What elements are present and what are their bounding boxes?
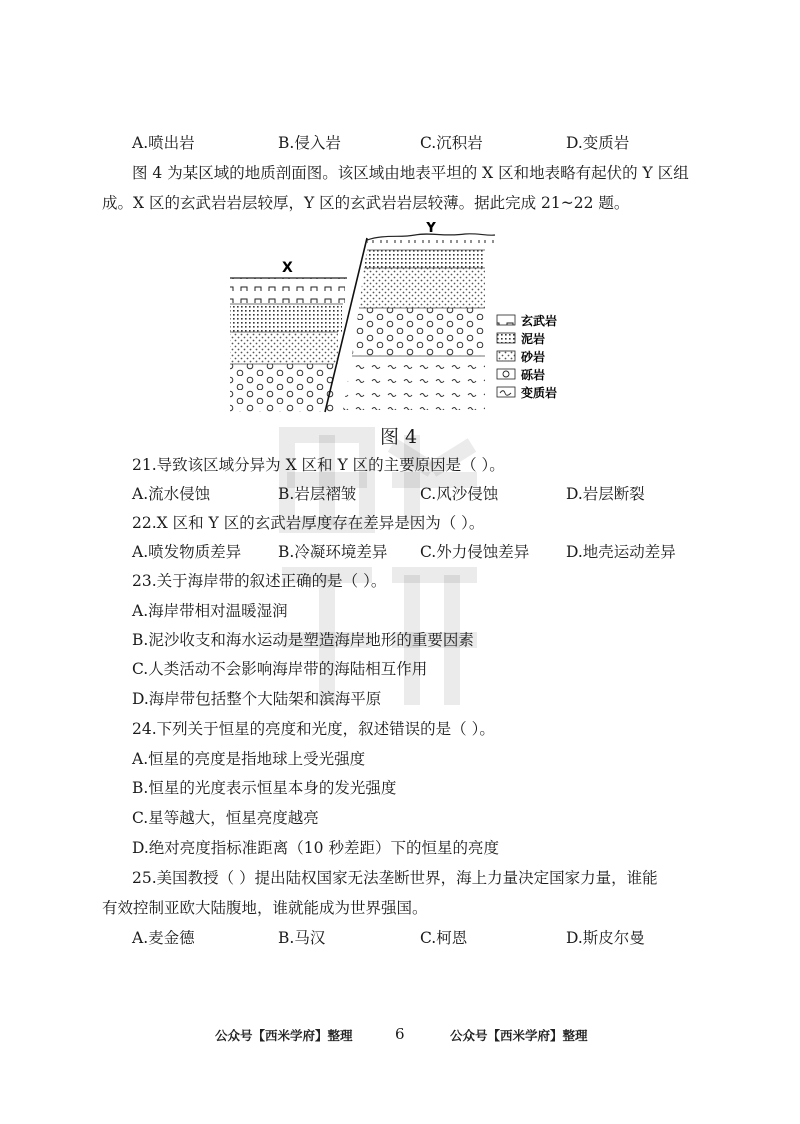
question-22-option-a: A.喷发物质差异 xyxy=(132,543,242,561)
label-y: Y xyxy=(426,222,437,236)
question-23-stem: 23.关于海岸带的叙述正确的是（ ）。 xyxy=(132,572,387,590)
question-23-option-c: C.人类活动不会影响海岸带的海陆相互作用 xyxy=(132,660,428,678)
footer-left: 公众号【西米学府】整理 xyxy=(215,1028,353,1043)
question-21-stem: 21.导致该区域分异为 X 区和 Y 区的主要原因是（ ）。 xyxy=(132,456,505,474)
page-number: 6 xyxy=(395,1025,405,1043)
geologic-profile-figure xyxy=(225,222,585,417)
question-22-option-d: D.地壳运动差异 xyxy=(566,543,676,561)
question-22-option-c: C.外力侵蚀差异 xyxy=(420,543,530,561)
question-22-stem: 22.X 区和 Y 区的玄武岩厚度存在差异是因为（ ）。 xyxy=(132,514,485,532)
question-25-option-d: D.斯皮尔曼 xyxy=(566,929,645,947)
question-24-option-b: B.恒星的光度表示恒星本身的发光强度 xyxy=(132,779,397,797)
legend-conglomerate: 砾岩 xyxy=(521,368,546,382)
question-23-option-a: A.海岸带相对温暖湿润 xyxy=(132,602,288,620)
legend-basalt: 玄武岩 xyxy=(521,314,558,328)
legend-sandstone: 砂岩 xyxy=(521,350,546,364)
intro-line-1: 图 4 为某区域的地质剖面图。该区域由地表平坦的 X 区和地表略有起伏的 Y 区组 xyxy=(132,164,689,182)
question-21-option-d: D.岩层断裂 xyxy=(566,485,645,503)
figure-caption: 图 4 xyxy=(380,426,418,448)
legend-mudstone: 泥岩 xyxy=(521,332,546,346)
question-21-option-b: B.岩层褶皱 xyxy=(278,485,357,503)
legend-metamorphic: 变质岩 xyxy=(521,386,558,400)
question-24-option-d: D.绝对亮度指标准距离（10 秒差距）下的恒星的亮度 xyxy=(132,839,499,857)
question-25-option-a: A.麦金德 xyxy=(132,929,195,947)
question-21-option-c: C.风沙侵蚀 xyxy=(420,485,499,503)
question-24-option-c: C.星等越大，恒星亮度越亮 xyxy=(132,809,319,827)
question-25-stem-line-2: 有效控制亚欧大陆腹地，谁就能成为世界强国。 xyxy=(102,899,428,917)
figure-legend xyxy=(497,313,557,400)
question-23-option-d: D.海岸带包括整个大陆架和滨海平原 xyxy=(132,690,382,708)
question-24-stem: 24.下列关于恒星的亮度和光度，叙述错误的是（ ）。 xyxy=(132,720,495,738)
question-21-option-a: A.流水侵蚀 xyxy=(132,485,211,503)
question-25-stem-line-1: 25.美国教授（ ）提出陆权国家无法垄断世界，海上力量决定国家力量，谁能 xyxy=(132,869,658,887)
footer-right: 公众号【西米学府】整理 xyxy=(450,1028,588,1043)
question-24-option-a: A.恒星的亮度是指地球上受光强度 xyxy=(132,750,366,768)
intro-line-2: 成。X 区的玄武岩岩层较厚，Y 区的玄武岩岩层较薄。据此完成 21~22 题。 xyxy=(102,194,630,212)
prev-option-d: D.变质岩 xyxy=(566,134,630,152)
prev-option-c: C.沉积岩 xyxy=(420,134,483,152)
prev-option-a: A.喷出岩 xyxy=(132,134,195,152)
question-22-option-b: B.冷凝环境差异 xyxy=(278,543,388,561)
label-x: X xyxy=(282,260,293,276)
question-25-option-b: B.马汉 xyxy=(278,929,326,947)
question-25-option-c: C.柯恩 xyxy=(420,929,468,947)
prev-option-b: B.侵入岩 xyxy=(278,134,341,152)
question-23-option-b: B.泥沙收支和海水运动是塑造海岸地形的重要因素 xyxy=(132,631,474,649)
